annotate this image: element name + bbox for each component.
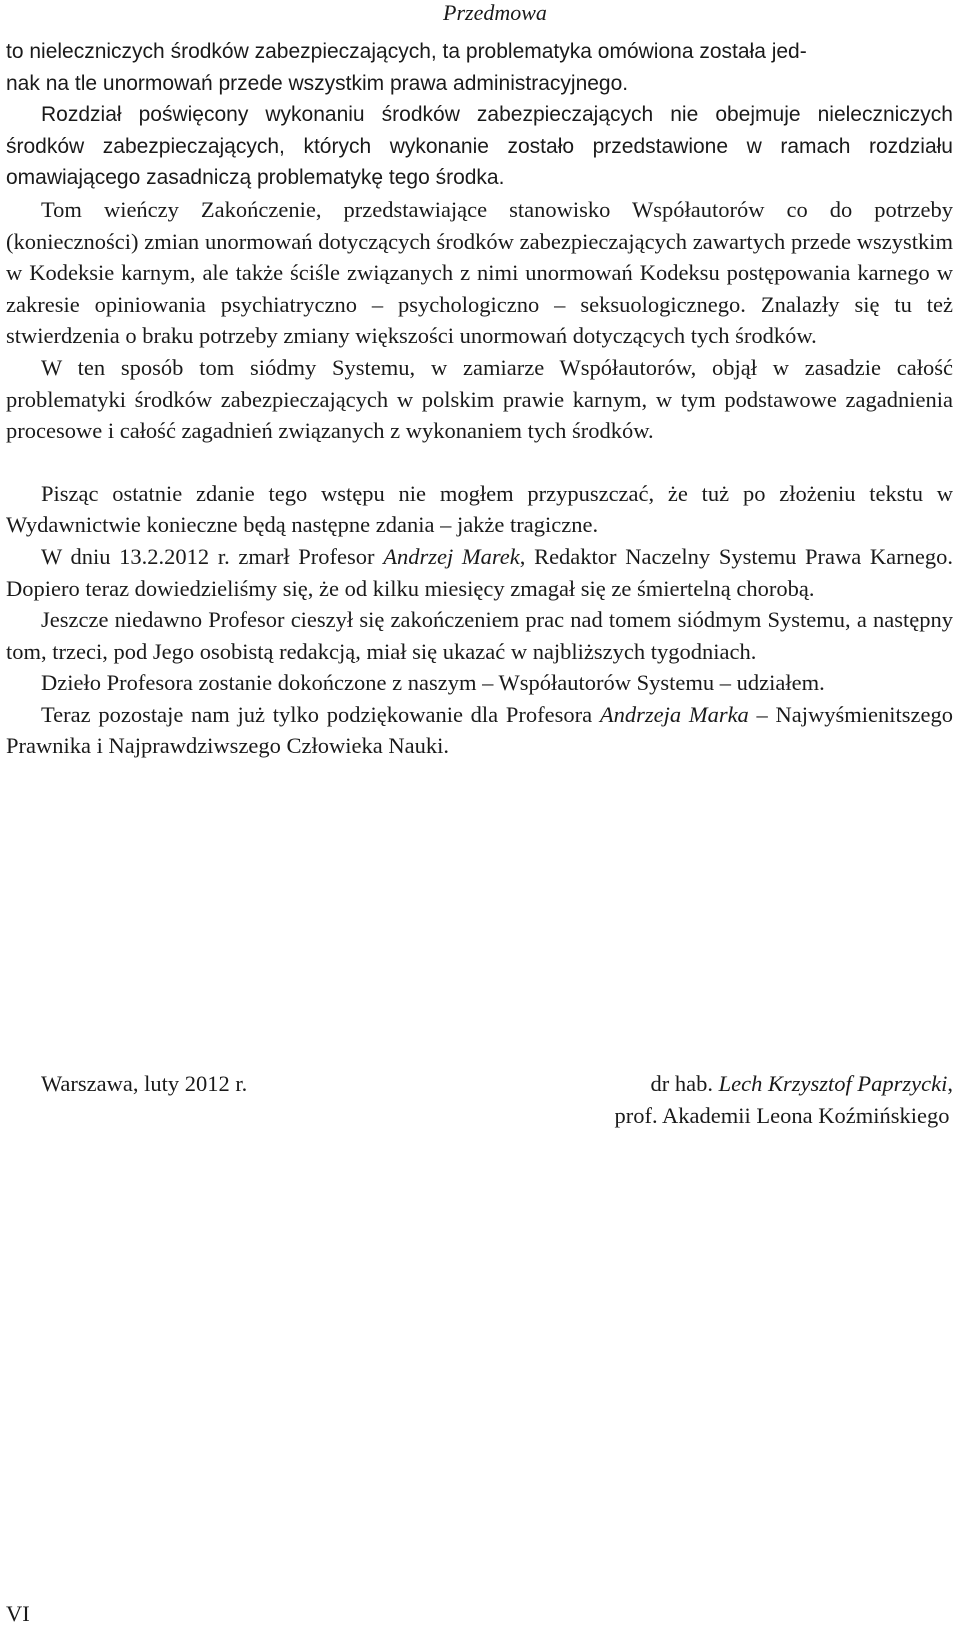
paragraph-last-sentence: Pisząc ostatnie zdanie tego wstępu nie mogłem przypuszczać, że tuż po złożeniu tekstu w Wydawnictwie konieczne będą następne zdania – jakże tragiczne.: [6, 480, 953, 538]
running-head: Przedmowa: [443, 0, 547, 25]
gratitude-text-end: – Najwyśmienitszego Prawnika i Najprawdziwszego Człowieka Nauki.: [6, 701, 953, 759]
paragraph-volume-summary: W ten sposób tom siódmy Systemu, w zamiarze Współautorów, objął w zasadzie całość problematyki środków zabezpieczających w polskim prawie karnym, w tym podstawowe zagadnienia procesowe i całość zagadnień związanych z wykonaniem tych środków.: [6, 354, 953, 444]
paragraph-execution-chapter: Rozdział poświęcony wykonaniu środków zabezpieczających nie obejmuje nieleczniczych środków zabezpieczających, których wykonanie zostało przedstawione w ramach rozdziału omawiającego zasadniczą problematykę tego środka.: [6, 103, 953, 190]
paragraph-gratitude: [6, 699, 953, 762]
paragraph-continuation-line-1: to nieleczniczych środków zabezpieczających, ta problematyka omówiona została jed-: [6, 40, 807, 63]
paragraph-completion: Dzieło Profesora zostanie dokończone z naszym – Współautorów Systemu – udziałem.: [41, 670, 825, 696]
paragraph-death-notice: [6, 541, 953, 604]
signer: [615, 1068, 953, 1132]
death-notice-text-start: W dniu 13.2.2012 r. zmarł Profesor: [41, 543, 384, 569]
signer-affiliation: prof. Akademii Leona Koźmińskiego: [614, 1103, 950, 1128]
professor-name-genitive: Andrzeja Marka: [599, 701, 749, 727]
place-date: Warszawa, luty 2012 r.: [41, 1071, 248, 1096]
page-number: VI: [6, 1601, 30, 1626]
signer-title: dr hab.: [650, 1071, 719, 1096]
signer-name-line: [615, 1068, 953, 1100]
paragraph-gap: [6, 447, 953, 478]
signer-name: Lech Krzysztof Paprzycki: [718, 1071, 948, 1096]
body-text: [6, 36, 953, 762]
paragraph-recent-work: Jeszcze niedawno Profesor cieszył się zakończeniem prac nad tomem siódmym Systemu, a następny tom, trzeci, pod Jego osobistą redakcją, miał się ukazać w najbliższych tygodniach.: [6, 607, 953, 664]
paragraph-continuation-line-2: nak na tle unormowań przede wszystkim prawa administracyjnego.: [6, 71, 629, 95]
signer-comma: ,: [947, 1071, 953, 1096]
death-notice-text-end: , Redaktor Naczelny Systemu Prawa Karnego. Dopiero teraz dowiedzieliśmy się, że od kilku miesięcy zmagał się ze śmiertelną chorobą.: [6, 543, 953, 601]
professor-name: Andrzej Marek: [383, 543, 520, 569]
gratitude-text-start: Teraz pozostaje nam już tylko podziękowanie dla Profesora: [41, 701, 600, 727]
paragraph-continuation: [6, 36, 953, 99]
paragraph-conclusion: Tom wieńczy Zakończenie, przedstawiające stanowisko Współautorów co do potrzeby (konieczności) zmian unormowań dotyczących środków zabezpieczających zawartych przede wszystkim w Kodeksie karnym, ale także ściśle związanych z nimi unormowań Kodeksu postępowania karnego w zakresie opiniowania psychiatryczno – psychologiczno – seksuologicznego. Znalazły się tu też stwierdzenia o braku potrzeby zmiany większości unormowań dotyczących tych środków.: [6, 196, 953, 349]
